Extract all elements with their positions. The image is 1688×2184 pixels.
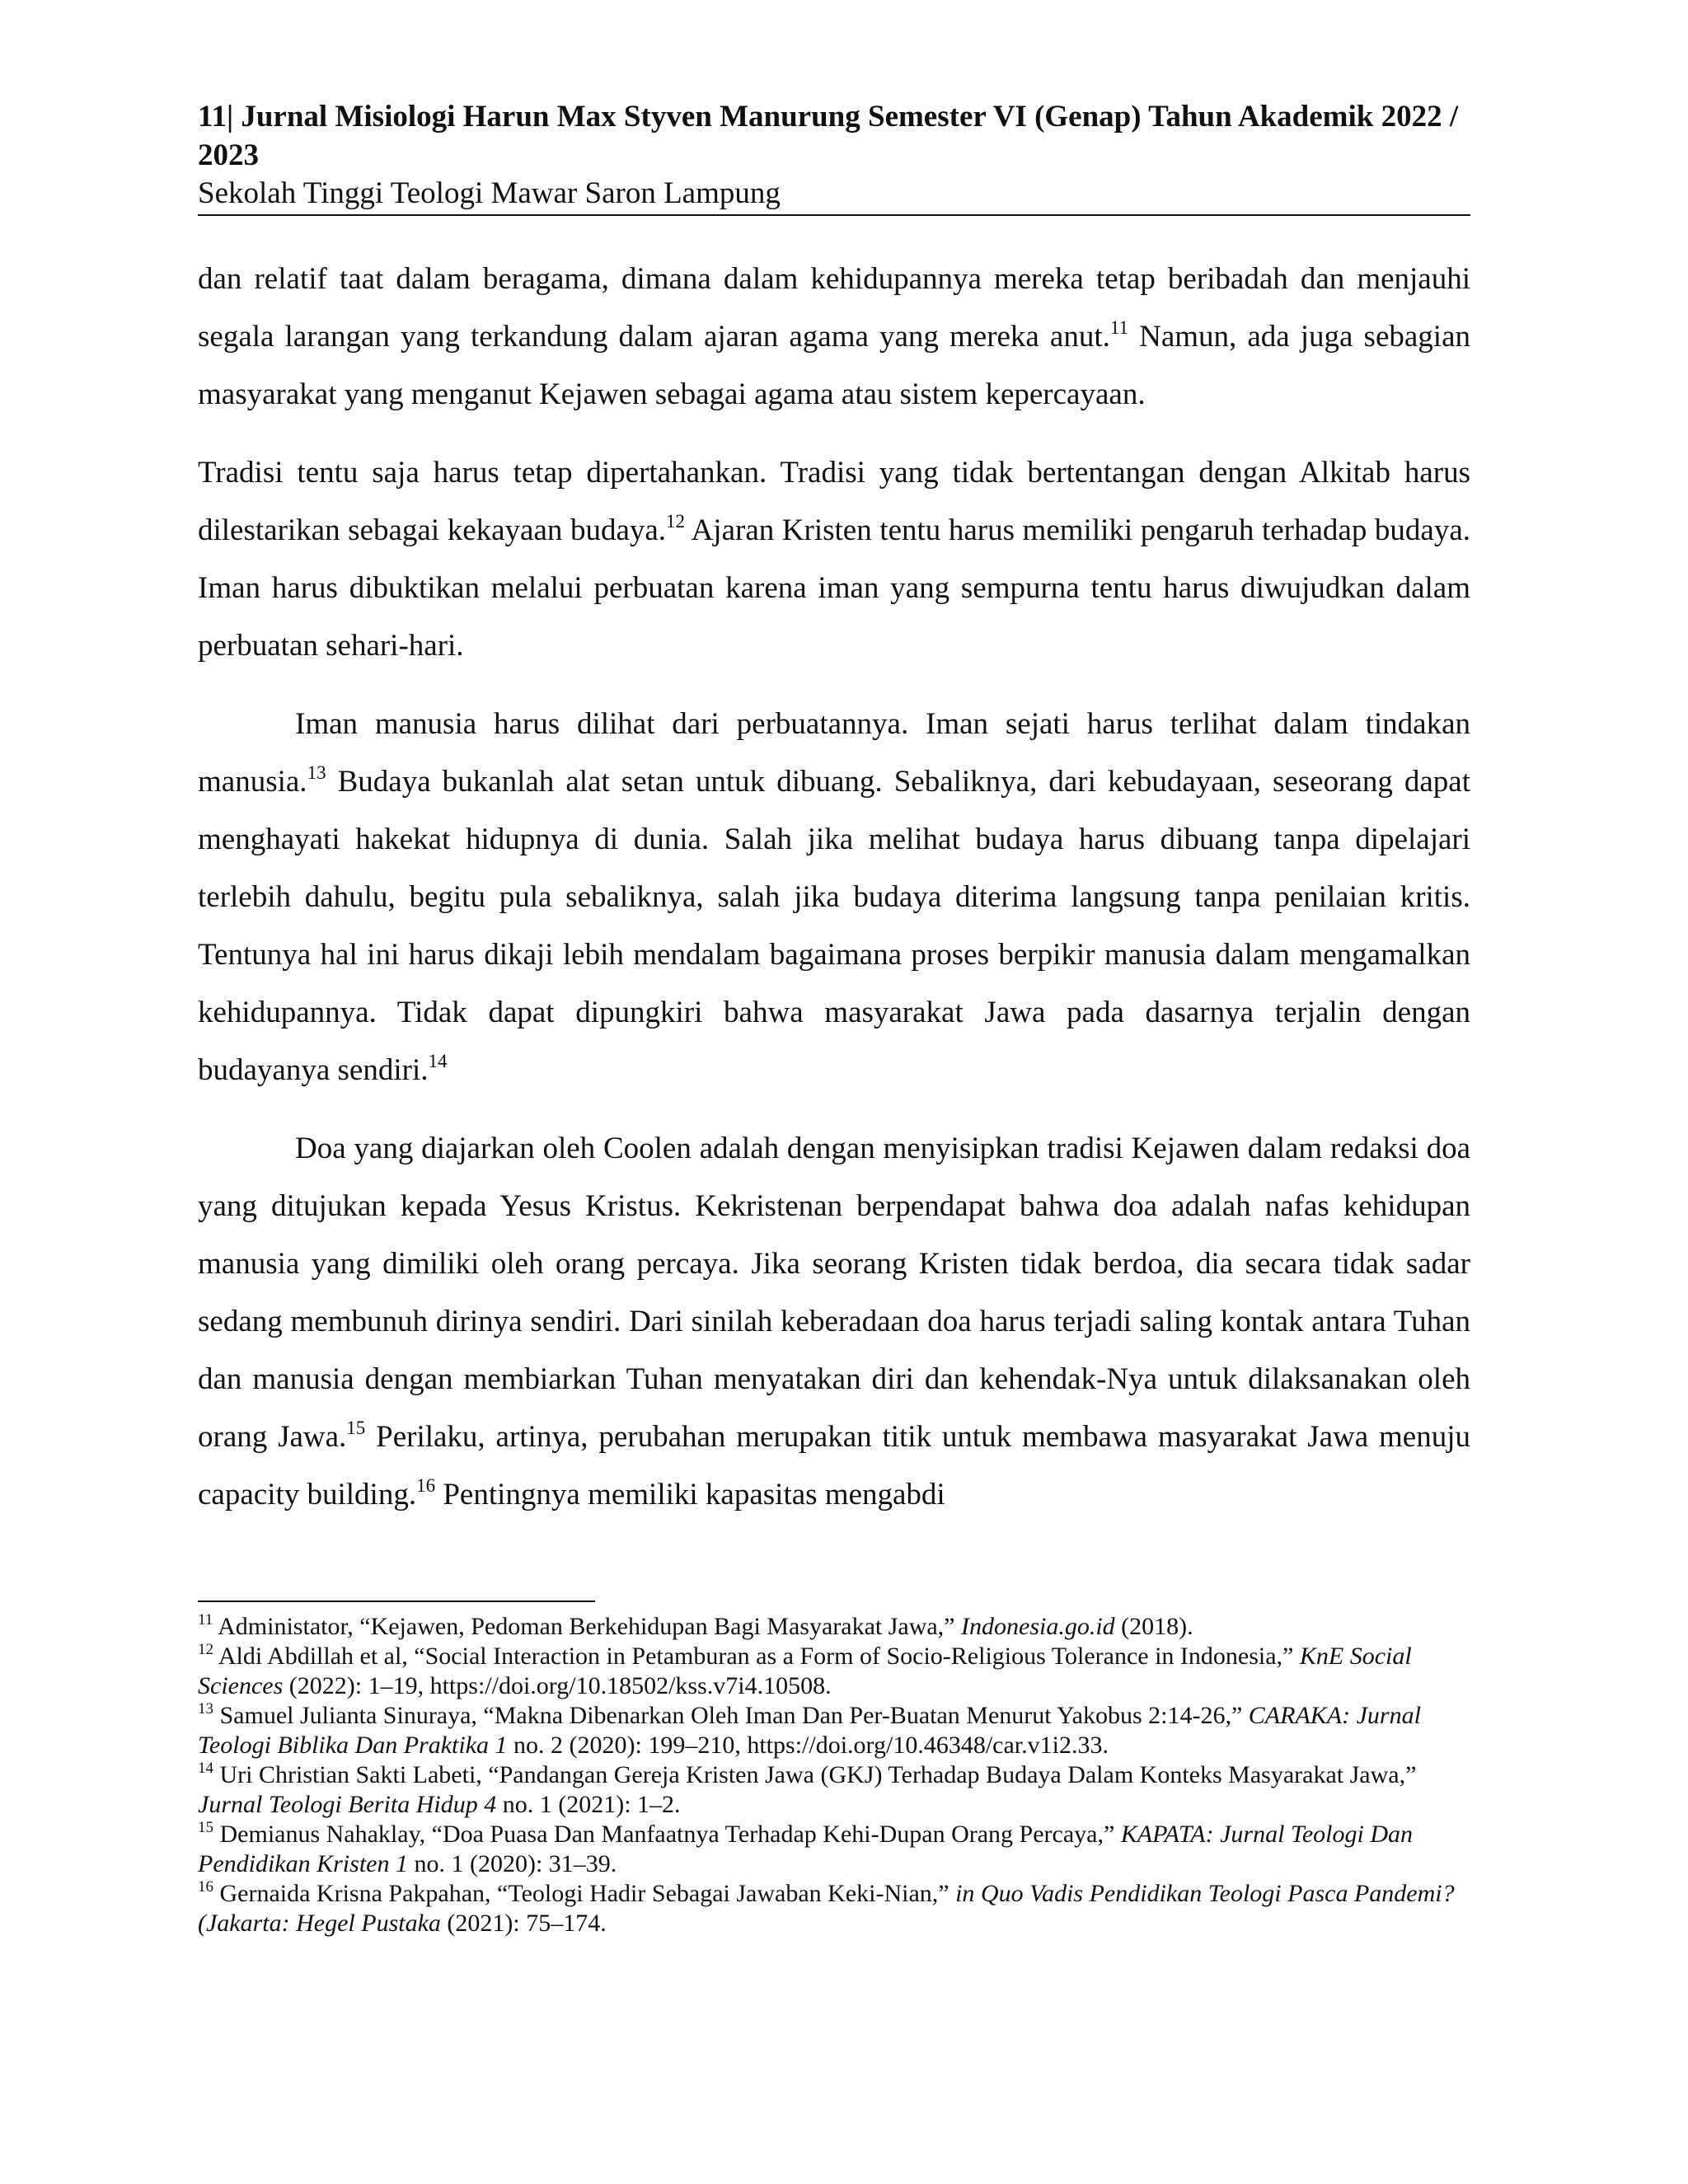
- footnote-source: CARAKA: Jurnal Teologi Biblika Dan Praktika 1: [198, 1702, 1421, 1759]
- paragraph-1: [198, 251, 1470, 424]
- paragraph-2-text: Tradisi tentu saja harus tetap dipertahankan. Tradisi yang tidak bertentangan dengan Alkitab harus dilestarikan sebagai kekayaan budaya.: [198, 456, 1470, 547]
- paragraph-3-text: Iman manusia harus dilihat dari perbuatannya. Iman sejati harus terlihat dalam tindakan manusia.: [198, 707, 1470, 799]
- paragraph-2-text-2: Ajaran Kristen tentu harus memiliki pengaruh terhadap budaya. Iman harus dibuktikan melalui perbuatan karena iman yang sempurna tentu harus diwujudkan dalam perbuatan sehari-hari.: [198, 513, 1470, 663]
- footnote-source: in Quo Vadis Pendidikan Teologi Pasca Pandemi? (Jakarta: Hegel Pustaka: [198, 1880, 1455, 1937]
- footnote-details: (2021): 75–174.: [440, 1910, 607, 1937]
- footnote-12: [198, 1642, 1470, 1701]
- body-text: [198, 251, 1470, 1524]
- footnote-ref-14[interactable]: 14: [428, 1051, 448, 1071]
- footnote-ref-11[interactable]: 11: [1109, 317, 1129, 338]
- footnote-text: Administator, “Kejawen, Pedoman Berkehidupan Bagi Masyarakat Jawa,”: [213, 1613, 962, 1640]
- footnote-text: Demianus Nahaklay, “Doa Puasa Dan Manfaatnya Terhadap Kehi-Dupan Orang Percaya,”: [213, 1821, 1121, 1848]
- footnote-ref-13[interactable]: 13: [307, 762, 326, 783]
- footnote-details: no. 1 (2021): 1–2.: [496, 1791, 681, 1818]
- footnote-text: Aldi Abdillah et al, “Social Interaction in Petamburan as a Form of Socio-Religious Tolerance in Indonesia,”: [213, 1643, 1300, 1670]
- footnote-ref-12[interactable]: 12: [666, 511, 686, 532]
- footnote-number: 12: [198, 1641, 213, 1658]
- footnote-number: 11: [198, 1611, 213, 1629]
- footnote-15: [198, 1820, 1470, 1879]
- footnote-source: Indonesia.go.id: [961, 1613, 1115, 1640]
- header-divider: [198, 214, 1470, 216]
- paragraph-2: [198, 444, 1470, 675]
- footnote-source: KnE Social Sciences: [198, 1643, 1412, 1699]
- paragraph-1-text-2: Namun, ada juga sebagian masyarakat yang menganut Kejawen sebagai agama atau sistem kepercayaan.: [198, 320, 1470, 411]
- footnote-ref-16[interactable]: 16: [416, 1475, 436, 1496]
- paragraph-4-text: Doa yang diajarkan oleh Coolen adalah dengan menyisipkan tradisi Kejawen dalam redaksi doa yang ditujukan kepada Yesus Kristus. Kekristenan berpendapat bahwa doa adalah nafas kehidupan manusia yang dimiliki oleh orang percaya. Jika seorang Kristen tidak berdoa, dia secara tidak sadar sedang membunuh dirinya sendiri. Dari sinilah keberadaan doa harus terjadi saling kontak antara Tuhan dan manusia dengan membiarkan Tuhan menyatakan diri dan kehendak-Nya untuk dilaksanakan oleh orang Jawa.: [198, 1132, 1470, 1454]
- footnote-13: [198, 1701, 1470, 1760]
- footnote-text: Gernaida Krisna Pakpahan, “Teologi Hadir Sebagai Jawaban Keki-Nian,”: [213, 1880, 956, 1907]
- school-name: Sekolah Tinggi Teologi Mawar Saron Lampung: [198, 176, 781, 210]
- footnote-details: no. 1 (2020): 31–39.: [407, 1850, 617, 1877]
- footnote-source: KAPATA: Jurnal Teologi Dan Pendidikan Kristen 1: [198, 1821, 1413, 1877]
- paragraph-3-text-2: Budaya bukanlah alat setan untuk dibuang. Sebaliknya, dari kebudayaan, seseorang dapat menghayati hakekat hidupnya di dunia. Salah jika melihat budaya harus dibuang tanpa dipelajari terlebih dahulu, begitu pula sebaliknya, salah jika budaya diterima langsung tanpa penilaian kritis. Tentunya hal ini harus dikaji lebih mendalam bagaimana proses berpikir manusia dalam mengamalkan kehidupannya. Tidak dapat dipungkiri bahwa masyarakat Jawa pada dasarnya terjalin dengan budayanya sendiri.: [198, 765, 1470, 1087]
- paragraph-4-text-2: Perilaku, artinya, perubahan merupakan titik untuk membawa masyarakat Jawa menuju capacity building.: [198, 1420, 1470, 1511]
- footnote-14: [198, 1760, 1470, 1820]
- journal-title: 11| Jurnal Misiologi Harun Max Styven Manurung Semester VI (Genap) Tahun Akademik 2022 / 2023: [198, 100, 1459, 172]
- footnote-details: (2018).: [1114, 1613, 1193, 1640]
- footnote-number: 16: [198, 1878, 213, 1896]
- footnote-11: [198, 1612, 1470, 1642]
- footnote-number: 14: [198, 1760, 213, 1777]
- footnote-text: Samuel Julianta Sinuraya, “Makna Dibenarkan Oleh Iman Dan Per-Buatan Menurut Yakobus 2:14-26,”: [213, 1702, 1249, 1729]
- footnotes: [198, 1612, 1470, 1938]
- paragraph-1-text: dan relatif taat dalam beragama, dimana dalam kehidupannya mereka tetap beribadah dan menjauhi segala larangan yang terkandung dalam ajaran agama yang mereka anut.: [198, 262, 1470, 354]
- footnote-details: (2022): 1–19, https://doi.org/10.18502/kss.v7i4.10508.: [283, 1672, 832, 1699]
- footnote-ref-15[interactable]: 15: [346, 1418, 366, 1438]
- paragraph-3: [198, 696, 1470, 1099]
- paragraph-4: [198, 1120, 1470, 1524]
- footnote-number: 15: [198, 1819, 213, 1836]
- page-header: [198, 97, 1470, 216]
- footnote-source: Jurnal Teologi Berita Hidup 4: [198, 1791, 497, 1818]
- footnote-details: no. 2 (2020): 199–210, https://doi.org/10.46348/car.v1i2.33.: [507, 1732, 1109, 1759]
- footnote-number: 13: [198, 1700, 213, 1718]
- paragraph-4-text-3: Pentingnya memiliki kapasitas mengabdi: [435, 1478, 945, 1511]
- footnote-divider: [198, 1601, 595, 1602]
- footnote-text: Uri Christian Sakti Labeti, “Pandangan Gereja Kristen Jawa (GKJ) Terhadap Budaya Dalam Konteks Masyarakat Jawa,”: [213, 1761, 1417, 1788]
- footnote-16: [198, 1879, 1470, 1938]
